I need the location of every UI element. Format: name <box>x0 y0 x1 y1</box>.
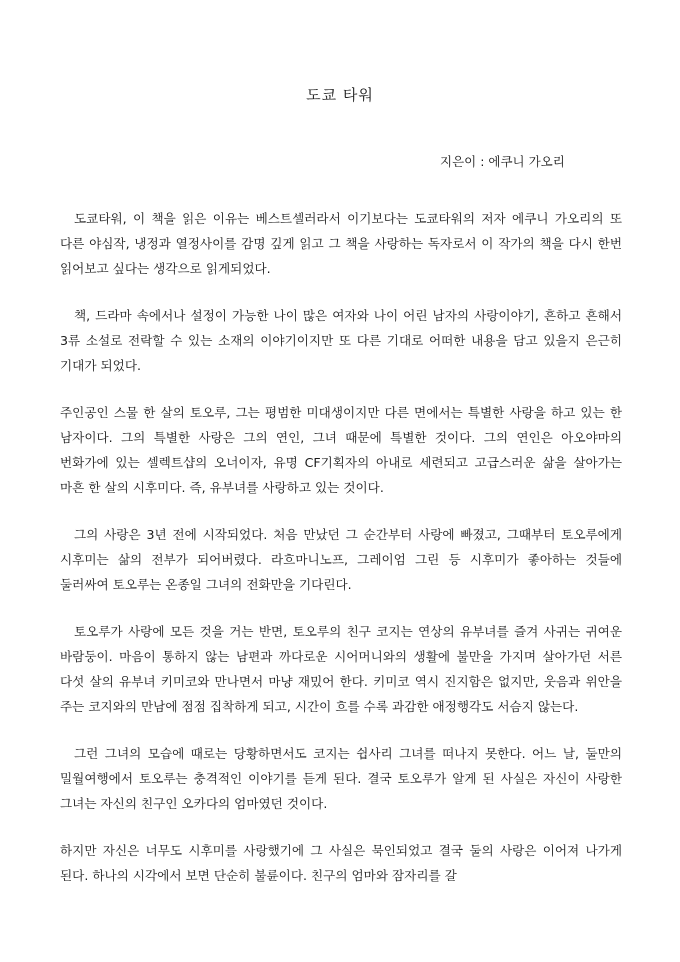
document-title: 도쿄 타워 <box>306 86 374 104</box>
paragraph: 책, 드라마 속에서나 설정이 가능한 나이 많은 여자와 나이 어린 남자의 사랑이야기, 흔하고 흔해서 3류 소설로 전락할 수 있는 소재의 이야기이지만 또 다른 기대로 어떠한 내용을 담고 있을지 은근히 기대가 되었다. <box>60 308 622 373</box>
paragraph: 그런 그녀의 모습에 때로는 당황하면서도 코지는 쉽사리 그녀를 떠나지 못한다. 어느 날, 둘만의 밀월여행에서 토오루는 충격적인 이야기를 듣게 된다. 결국 토오루가 알게 된 사실은 자신이 사랑한 그녀는 자신의 친구인 오카다의 엄마였던 것이다. <box>60 746 622 811</box>
document-body <box>60 206 622 910</box>
paragraph: 토오루가 사랑에 모든 것을 거는 반면, 토오루의 친구 코지는 연상의 유부녀를 즐겨 사귀는 귀여운 바람둥이. 마음이 통하지 않는 남편과 까다로운 시어머니와의 생활에 불만을 가지며 살아가던 서른 다섯 살의 유부녀 키미코와 만나면서 마냥 재밌어 한다. 키미코 역시 진지함은 없지만, 웃음과 위안을 주는 코지와의 만남에 점점 집착하게 되고, 시간이 흐를 수록 과감한 애정행각도 서슴지 않는다. <box>60 624 622 714</box>
paragraph: 주인공인 스물 한 살의 토오루, 그는 평범한 미대생이지만 다른 면에서는 특별한 사랑을 하고 있는 한 남자이다. 그의 특별한 사랑은 그의 연인, 그녀 때문에 특별한 것이다. 그의 연인은 아오야마의 번화가에 있는 셀렉트샵의 오너이자, 유명 CF기획자의 아내로 세련되고 고급스러운 삶을 살아가는 마흔 한 살의 시후미다. 즉, 유부녀를 사랑하고 있는 것이다. <box>60 405 622 495</box>
author-line: 지은이 : 에쿠니 가오리 <box>440 154 565 169</box>
paragraph: 도쿄타워, 이 책을 읽은 이유는 베스트셀러라서 이기보다는 도쿄타워의 저자 에쿠니 가오리의 또 다른 야심작, 냉정과 열정사이를 감명 깊게 읽고 그 책을 사랑하는 독자로서 이 작가의 책을 다시 한번 읽어보고 싶다는 생각으로 읽게되었다. <box>60 211 622 276</box>
paragraph: 하지만 자신은 너무도 시후미를 사랑했기에 그 사실은 묵인되었고 결국 둘의 사랑은 이어져 나가게 된다. 하나의 시각에서 보면 단순히 불륜이다. 친구의 엄마와 잠자리를 갈 <box>60 843 622 883</box>
paragraph: 그의 사랑은 3년 전에 시작되었다. 처음 만났던 그 순간부터 사랑에 빠졌고, 그때부터 토오루에게 시후미는 삶의 전부가 되어버렸다. 라흐마니노프, 그레이엄 그린 등 시후미가 좋아하는 것들에 둘러싸여 토오루는 온종일 그녀의 전화만을 기다린다. <box>60 527 622 592</box>
